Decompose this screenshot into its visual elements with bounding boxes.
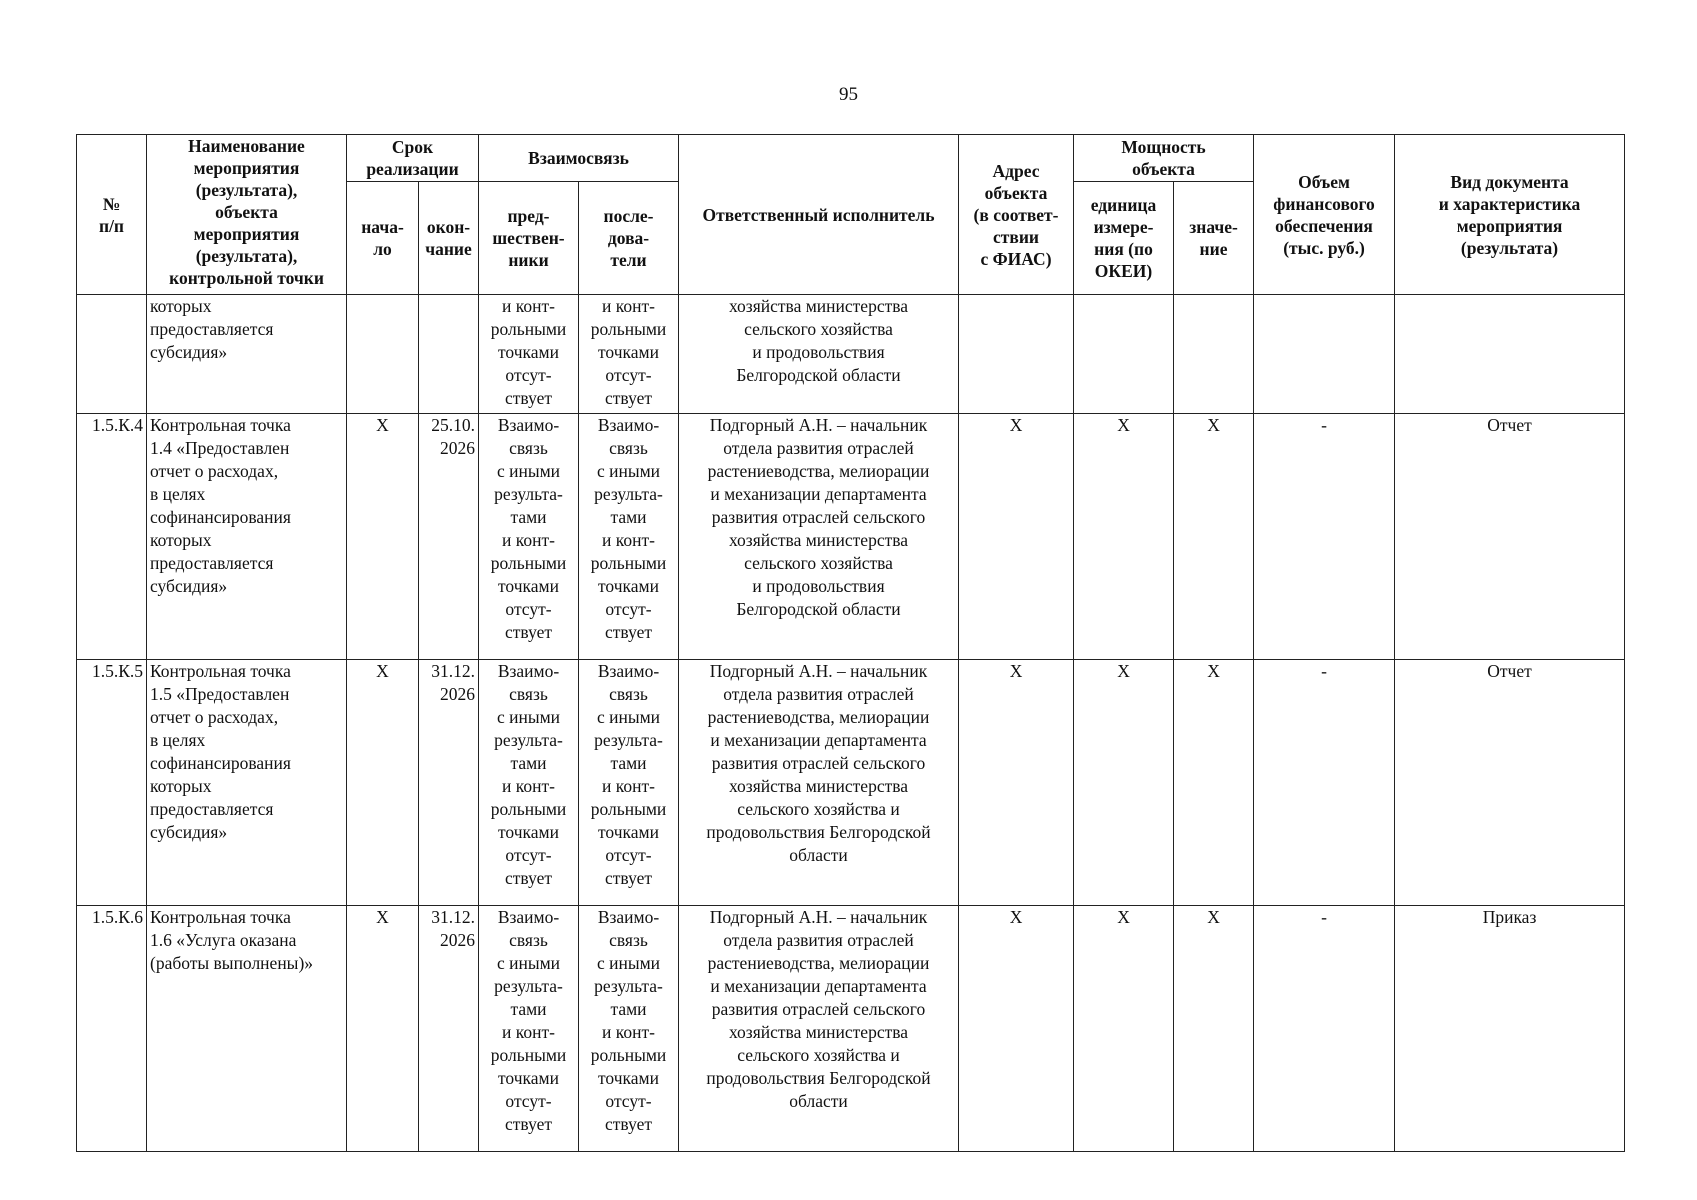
cell-end: 31.12. 2026 [419, 660, 479, 906]
cell-finance: - [1254, 906, 1395, 1152]
table-row [77, 906, 1625, 1152]
cell-executor: Подгорный А.Н. – начальник отдела развития отраслей растениеводства, мелиорации и механизации департамента развития отраслей сельского хозяйства министерства сельского хозяйства и продовольствия Белгородской области [679, 414, 959, 660]
cell-next: Взаимо- связь с иными результа- тами и конт- рольными точками отсут- ствует [579, 906, 679, 1152]
header-term-end: окон- чание [419, 182, 479, 295]
cell-doc [1395, 295, 1625, 414]
header-relation-next: после- дова- тели [579, 182, 679, 295]
cell-value: Х [1174, 414, 1254, 660]
cell-value: Х [1174, 660, 1254, 906]
cell-name: которых предоставляется субсидия» [147, 295, 347, 414]
cell-value: Х [1174, 906, 1254, 1152]
cell-name: Контрольная точка 1.4 «Предоставлен отчет о расходах, в целях софинансирования которых предоставляется субсидия» [147, 414, 347, 660]
cell-unit [1074, 295, 1174, 414]
cell-address: Х [959, 660, 1074, 906]
cell-address: Х [959, 906, 1074, 1152]
cell-num: 1.5.К.4 [77, 414, 147, 660]
cell-start: Х [347, 660, 419, 906]
cell-start: Х [347, 906, 419, 1152]
header-capacity-value: значе- ние [1174, 182, 1254, 295]
header-finance: Объем финансового обеспечения (тыс. руб.) [1254, 135, 1395, 295]
cell-prev: и конт- рольными точками отсут- ствует [479, 295, 579, 414]
cell-next: и конт- рольными точками отсут- ствует [579, 295, 679, 414]
cell-start [347, 295, 419, 414]
cell-address: Х [959, 414, 1074, 660]
cell-num [77, 295, 147, 414]
cell-finance: - [1254, 414, 1395, 660]
cell-value [1174, 295, 1254, 414]
header-name: Наименование мероприятия (результата), объекта мероприятия (результата), контрольной точки [147, 135, 347, 295]
cell-address [959, 295, 1074, 414]
cell-doc: Приказ [1395, 906, 1625, 1152]
header-address: Адрес объекта (в соответ- ствии с ФИАС) [959, 135, 1074, 295]
cell-end: 31.12. 2026 [419, 906, 479, 1152]
page-number: 95 [839, 84, 858, 105]
cell-next: Взаимо- связь с иными результа- тами и конт- рольными точками отсут- ствует [579, 414, 679, 660]
cell-next: Взаимо- связь с иными результа- тами и конт- рольными точками отсут- ствует [579, 660, 679, 906]
cell-end: 25.10. 2026 [419, 414, 479, 660]
header-capacity-unit: единица измере- ния (по ОКЕИ) [1074, 182, 1174, 295]
cell-executor: Подгорный А.Н. – начальник отдела развития отраслей растениеводства, мелиорации и механизации департамента развития отраслей сельского хозяйства министерства сельского хозяйства и продовольствия Белгородской области [679, 660, 959, 906]
cell-num: 1.5.К.5 [77, 660, 147, 906]
header-executor: Ответственный исполнитель [679, 135, 959, 295]
table-row [77, 660, 1625, 906]
header-term: Срок реализации [347, 135, 479, 182]
table-row [77, 414, 1625, 660]
cell-unit: Х [1074, 660, 1174, 906]
plan-table [76, 134, 1625, 1152]
cell-start: Х [347, 414, 419, 660]
cell-name: Контрольная точка 1.5 «Предоставлен отчет о расходах, в целях софинансирования которых предоставляется субсидия» [147, 660, 347, 906]
header-term-start: нача- ло [347, 182, 419, 295]
cell-prev: Взаимо- связь с иными результа- тами и конт- рольными точками отсут- ствует [479, 660, 579, 906]
cell-finance [1254, 295, 1395, 414]
cell-num: 1.5.К.6 [77, 906, 147, 1152]
header-capacity: Мощность объекта [1074, 135, 1254, 182]
header-relation-prev: пред- шествен- ники [479, 182, 579, 295]
cell-unit: Х [1074, 414, 1174, 660]
cell-name: Контрольная точка 1.6 «Услуга оказана (работы выполнены)» [147, 906, 347, 1152]
header-doc-type: Вид документа и характеристика мероприятия (результата) [1395, 135, 1625, 295]
cell-end [419, 295, 479, 414]
table-row-continuation [77, 295, 1625, 414]
cell-doc: Отчет [1395, 660, 1625, 906]
cell-unit: Х [1074, 906, 1174, 1152]
cell-executor: хозяйства министерства сельского хозяйства и продовольствия Белгородской области [679, 295, 959, 414]
cell-finance: - [1254, 660, 1395, 906]
header-num: № п/п [77, 135, 147, 295]
cell-prev: Взаимо- связь с иными результа- тами и конт- рольными точками отсут- ствует [479, 906, 579, 1152]
header-row-top [77, 135, 1625, 182]
cell-prev: Взаимо- связь с иными результа- тами и конт- рольными точками отсут- ствует [479, 414, 579, 660]
header-relation: Взаимосвязь [479, 135, 679, 182]
cell-executor: Подгорный А.Н. – начальник отдела развития отраслей растениеводства, мелиорации и механизации департамента развития отраслей сельского хозяйства министерства сельского хозяйства и продовольствия Белгородской области [679, 906, 959, 1152]
cell-doc: Отчет [1395, 414, 1625, 660]
